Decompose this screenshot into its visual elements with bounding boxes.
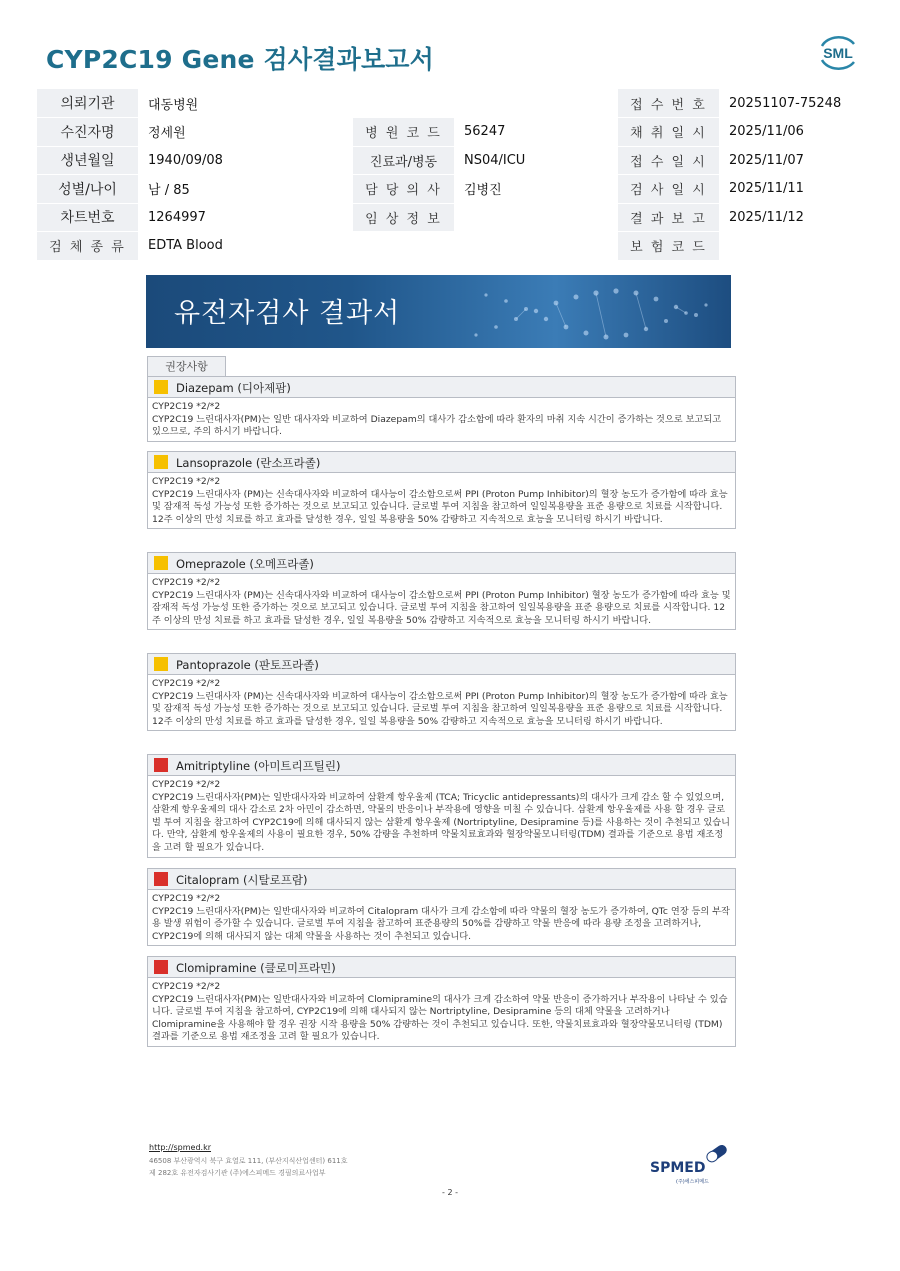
drug-name: Diazepam (디아제팜) (176, 381, 291, 395)
caution-yellow-icon (154, 657, 168, 671)
drug-name: Omeprazole (오메프라졸) (176, 557, 314, 571)
info-row (37, 232, 864, 261)
info-label: 병 원 코 드 (353, 118, 454, 147)
caution-yellow-icon (154, 556, 168, 570)
drug-card-omeprazole (147, 552, 736, 630)
info-value: 정세원 (138, 118, 353, 147)
drug-card-lansoprazole (147, 451, 736, 529)
drug-card-body (148, 890, 735, 945)
drug-card-header (148, 377, 735, 398)
drug-name: Citalopram (시탈로프람) (176, 873, 308, 887)
info-label: 의뢰기관 (37, 89, 138, 118)
drug-name: Pantoprazole (판토프라졸) (176, 658, 319, 672)
warning-red-icon (154, 960, 168, 974)
genotype: CYP2C19 *2/*2 (152, 893, 221, 904)
info-label: 접 수 일 시 (618, 146, 719, 175)
caution-yellow-icon (154, 380, 168, 394)
info-value: 56247 (454, 118, 618, 147)
info-label: 임 상 정 보 (353, 203, 454, 232)
info-row (37, 175, 864, 204)
info-label: 채 취 일 시 (618, 118, 719, 147)
recommendation-text: CYP2C19 느린대사자 (PM)는 신속대사자와 비교하여 대사능이 감소함으로써 PPI (Proton Pump Inhibitor) 혈장 농도가 증가함에 따라 효능 및 잠재적 독성 가능성 또한 증가하는 것으로 보고되고 있습니다. 글로벌 투여 지침을 참고하여 일일복용량을 표준 용량으로 치료를 시작합니다. 12주 이상의 만성 치료를 하고 효과를 달성한 경우, 일일 복용량을 50% 감량하고 지속적으로 효능을 모니터링 하시기 바랍니다. (152, 589, 731, 626)
info-value: 2025/11/06 (719, 118, 864, 147)
spmed-logo (650, 1144, 730, 1186)
info-value: 2025/11/12 (719, 203, 864, 232)
caution-yellow-icon (154, 455, 168, 469)
drug-card-clomipramine (147, 956, 736, 1047)
spmed-subtext: (주)에스피메드 (676, 1179, 709, 1185)
info-label: 차트번호 (37, 203, 138, 232)
banner-title: 유전자검사 결과서 (174, 298, 401, 329)
logo-text: SML (823, 45, 853, 61)
info-empty (454, 232, 618, 261)
info-value: 남 / 85 (138, 175, 353, 204)
drug-card-body (148, 398, 735, 441)
info-empty (353, 89, 454, 118)
info-label: 검 체 종 류 (37, 232, 138, 261)
drug-card-header (148, 654, 735, 675)
drug-card-body (148, 675, 735, 730)
info-label: 결 과 보 고 (618, 203, 719, 232)
info-value: 1940/09/08 (138, 146, 353, 175)
info-label: 보 험 코 드 (618, 232, 719, 261)
info-value: 20251107-75248 (719, 89, 864, 118)
footer-website-link[interactable]: http://spmed.kr (149, 1143, 212, 1152)
report-banner (146, 275, 731, 348)
footer-address: 46508 부산광역시 북구 효열로 111, (부산지식산업센터) 611호 (149, 1157, 348, 1165)
drug-card-body (148, 574, 735, 629)
tab-recommendations: 권장사항 (147, 356, 226, 377)
info-empty (353, 232, 454, 261)
info-label: 생년월일 (37, 146, 138, 175)
info-value: EDTA Blood (138, 232, 353, 261)
info-label: 담 당 의 사 (353, 175, 454, 204)
drug-card-body (148, 978, 735, 1046)
info-value: 대동병원 (138, 89, 353, 118)
genotype: CYP2C19 *2/*2 (152, 577, 221, 588)
spmed-wordmark: SPMED (650, 1160, 706, 1176)
warning-red-icon (154, 872, 168, 886)
drug-card-header (148, 755, 735, 776)
drug-card-header (148, 452, 735, 473)
recommendation-text: CYP2C19 느린대사자(PM)는 일반대사자와 비교하여 Clomipramine의 대사가 크게 감소하여 약물 반응이 증가하거나 부작용이 나타날 수 있습니다. 글로벌 투여 지침을 참고하여, CYP2C19에 의해 대사되지 않는 Nortriptyline, Desipramine 등의 대체 약물을 고려하거나 Clomipramine을 사용해야 할 경우 권장 시작 용량을 50% 감량하는 것이 추천되고 있습니다. 또한, 약물치료효과와 혈장약물모니터링 (TDM) 결과를 기준으로 용법 재조정을 고려 할 필요가 있습니다. (152, 993, 728, 1043)
genotype: CYP2C19 *2/*2 (152, 401, 221, 412)
info-label: 성별/나이 (37, 175, 138, 204)
info-label: 진료과/병동 (353, 146, 454, 175)
drug-card-body (148, 473, 735, 528)
info-row (37, 118, 864, 147)
info-empty (454, 89, 618, 118)
drug-name: Amitriptyline (아미트리프틸린) (176, 759, 341, 773)
info-value: 2025/11/07 (719, 146, 864, 175)
drug-card-citalopram (147, 868, 736, 946)
recommendation-text: CYP2C19 느린대사자(PM)는 일반대사자와 비교하여 삼환계 항우울제 (TCA; Tricyclic antidepressants)의 대사가 크게 감소 할 수 있었으며, 삼환계 항우울제의 대사 감소로 2차 아민이 감소하면, 약물의 반응이나 부작용에 영향을 미칠 수 있습니다. 삼환계 항우울제를 사용 할 경우 글로벌 투여 지침을 참고하여 CYP2C19에 의해 대사되지 않는 삼환계 항우울제 (Nortriptyline, Desipramine 등)를 사용하는 것이 추천되고 있습니다. 만약, 삼환계 항우울제의 사용이 필요한 경우, 50% 감량을 추천하며 약물치료효과와 혈장약물모니터링(TDM) 결과를 기준으로 용법 재조정을 고려 할 필요가 있습니다. (152, 791, 730, 853)
info-value: 김병진 (454, 175, 618, 204)
recommendation-text: CYP2C19 느린대사자(PM)는 일반 대사자와 비교하여 Diazepam의 대사가 감소함에 따라 환자의 마취 지속 시간이 증가하는 것으로 보고되고 있으므로, 주의 하시기 바랍니다. (152, 413, 722, 438)
drug-name: Clomipramine (클로미프라민) (176, 961, 336, 975)
info-row (37, 203, 864, 232)
sml-logo (814, 30, 862, 74)
recommendation-text: CYP2C19 느린대사자(PM)는 일반대사자와 비교하여 Citalopram 대사가 크게 감소함에 따라 약물의 혈장 농도가 증가하여, QTc 연장 등의 부작용 발생 위험이 증가할 수 있습니다. 글로벌 투여 지침을 참고하여 표준용량의 50%를 감량하고 약물 반응에 따라 용량 조정을 고려하거나, CYP2C19에 의해 대사되지 않는 대체 약물을 사용하는 것이 추천되고 있습니다. (152, 905, 730, 942)
warning-red-icon (154, 758, 168, 772)
genotype: CYP2C19 *2/*2 (152, 981, 221, 992)
info-value: 2025/11/11 (719, 175, 864, 204)
footer-license: 제 282호 유전자검사기관 (주)에스피메드 경필의료사업부 (149, 1169, 326, 1177)
info-label: 수진자명 (37, 118, 138, 147)
info-label: 검 사 일 시 (618, 175, 719, 204)
drug-card-header (148, 869, 735, 890)
drug-card-header (148, 957, 735, 978)
info-value: 1264997 (138, 203, 353, 232)
drug-card-body (148, 776, 735, 857)
drug-card-diazepam (147, 376, 736, 442)
genotype: CYP2C19 *2/*2 (152, 779, 221, 790)
drug-card-header (148, 553, 735, 574)
info-row (37, 146, 864, 175)
info-label: 접 수 번 호 (618, 89, 719, 118)
genotype: CYP2C19 *2/*2 (152, 476, 221, 487)
drug-card-pantoprazole (147, 653, 736, 731)
patient-info-table (37, 89, 864, 261)
report-title: CYP2C19 Gene 검사결과보고서 (46, 45, 434, 74)
drug-card-amitriptyline (147, 754, 736, 858)
recommendation-text: CYP2C19 느린대사자 (PM)는 신속대사자와 비교하여 대사능이 감소함으로써 PPI (Proton Pump Inhibitor)의 혈장 농도가 증가함에 따라 효능 및 잠재적 독성 가능성 또한 증가하는 것으로 보고되고 있습니다. 글로벌 투여 지침을 참고하여 일일복용량을 표준 용량으로 치료를 시작합니다. 12주 이상의 만성 치료를 하고 효과를 달성한 경우, 일일 복용량을 50% 감량하고 지속적으로 효능을 모니터링 하시기 바랍니다. (152, 690, 728, 727)
drug-name: Lansoprazole (란소프라졸) (176, 456, 321, 470)
info-row (37, 89, 864, 118)
info-value (454, 203, 618, 232)
info-value: NS04/ICU (454, 146, 618, 175)
info-value (719, 232, 864, 261)
page-number: - 2 - (442, 1188, 458, 1197)
genotype: CYP2C19 *2/*2 (152, 678, 221, 689)
recommendation-text: CYP2C19 느린대사자 (PM)는 신속대사자와 비교하여 대사능이 감소함으로써 PPI (Proton Pump Inhibitor)의 혈장 농도가 증가함에 따라 효능 및 잠재적 독성 가능성 또한 증가하는 것으로 보고되고 있습니다. 글로벌 투여 지침을 참고하여 일일복용량을 표준 용량으로 치료를 시작합니다. 12주 이상의 만성 치료를 하고 효과를 달성한 경우, 일일 복용량을 50% 감량하고 지속적으로 효능을 모니터링 하시기 바랍니다. (152, 488, 728, 525)
